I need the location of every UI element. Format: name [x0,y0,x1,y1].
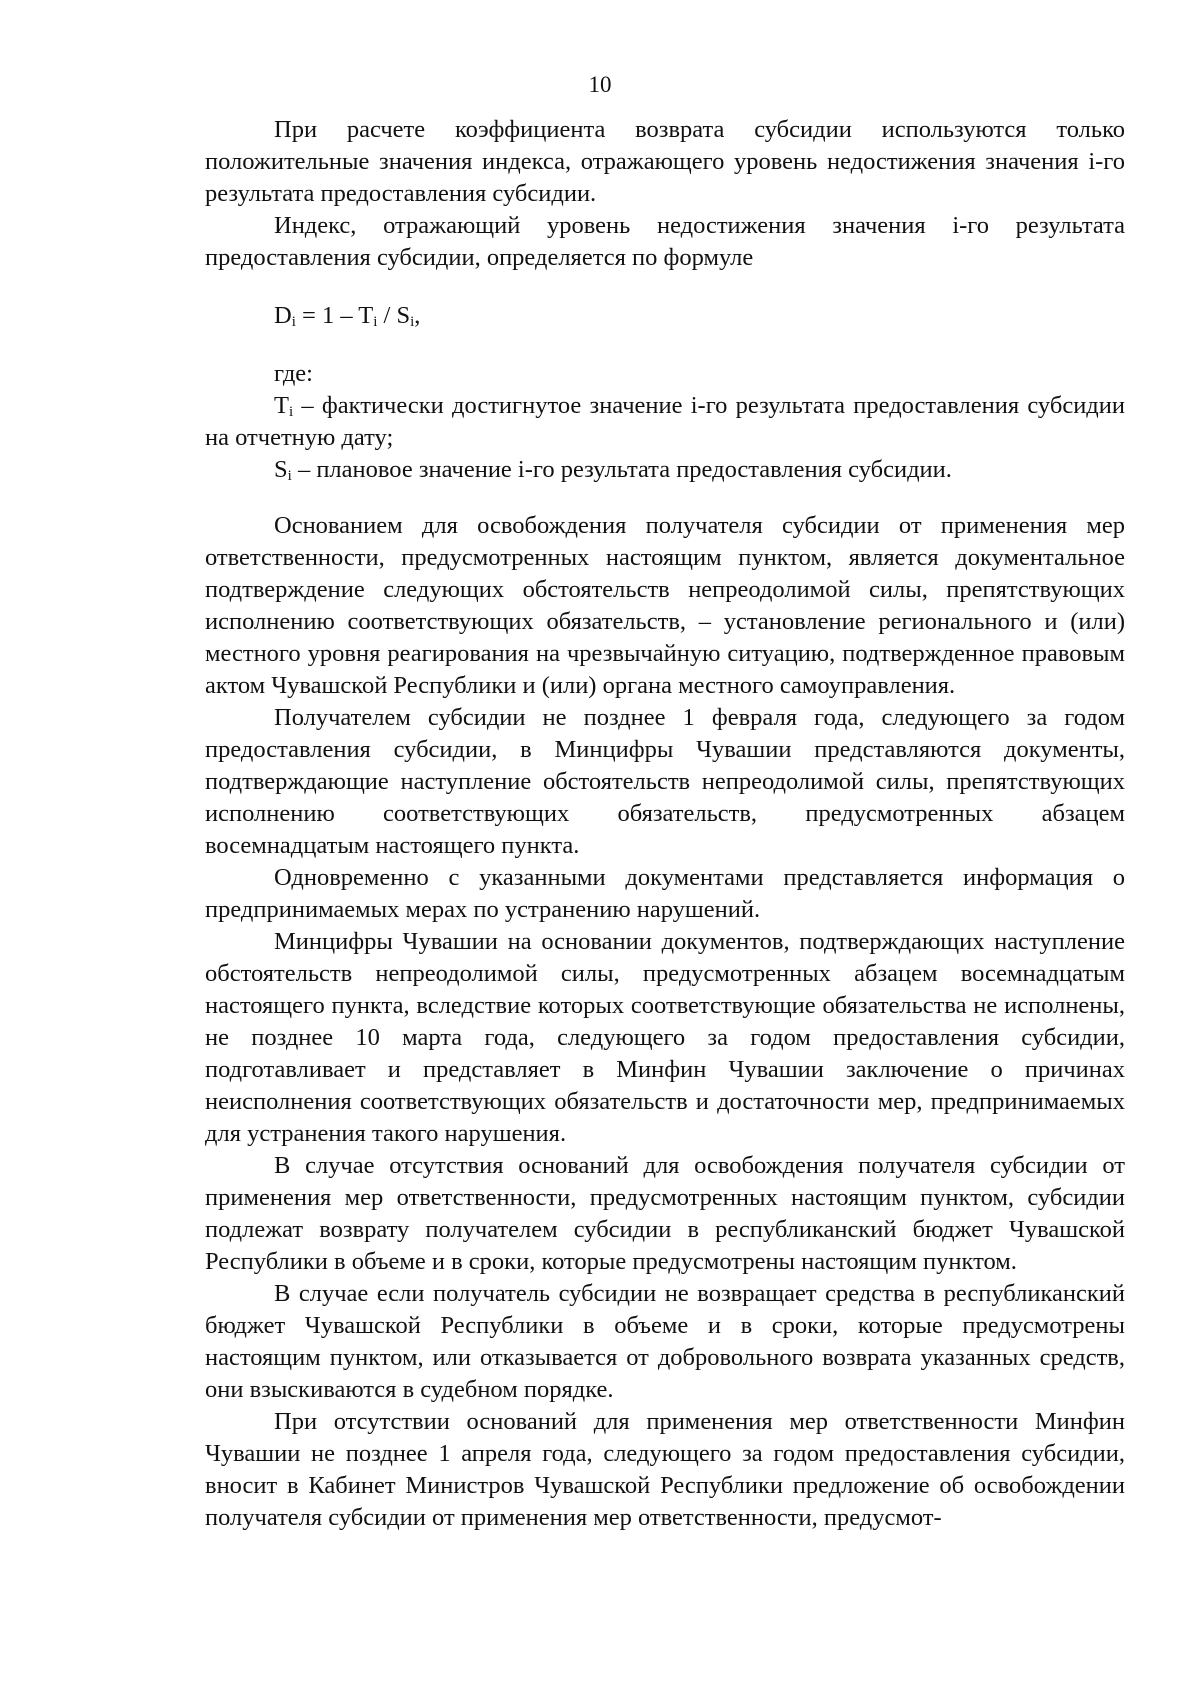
symbol-sub: i [287,468,292,484]
formula-part: = 1 – T [295,302,374,329]
paragraph-exemption: При отсутствии оснований для применения мер ответственности Минфин Чувашии не позднее 1 апреля года, следующего за годом предоставления субсидии, вносит в Кабинет Министров Чувашской Республики предложение об освобождении получателя субсидии от применения мер ответственности, предусмот- [205,1408,1125,1531]
symbol-sub: i [288,404,294,420]
formula-sub: i [373,314,378,330]
document-body [205,114,1125,1534]
paragraph-index-definition: Индекс, отражающий уровень недостижения значения i-го результата предоставления субсидии, определяется по формуле [205,212,1125,271]
formula-part: / S [377,302,411,329]
paragraph-gap [205,486,1125,510]
symbol-t: T [274,392,289,419]
symbol-s: S [274,456,288,483]
paragraph-conclusion: Минцифры Чувашии на основании документов, подтверждающих наступление обстоятельств непреодолимой силы, предусмотренных абзацем восемнадцатым настоящего пункта, вследствие которых соответствующие обязательства не исполнены, не позднее 10 марта года, следующего за годом предоставления субсидии, подготавливает и представляет в Минфин Чувашии заключение о причинах неисполнения соответствующих обязательств и достаточности мер, предпринимаемых для устранения такого нарушения. [205,928,1125,1147]
formula-part: D [274,302,292,329]
formula-part: , [414,302,421,329]
definition-text: – фактически достигнутое значение i-го результата предоставления субсидии на отчетную дату; [205,392,1125,451]
paragraph-court: В случае если получатель субсидии не возвращает средства в республиканский бюджет Чувашской Республики в объеме и в сроки, которые предусмотрены настоящим пунктом, или отказывается от добровольного возврата указанных средств, они взыскиваются в судебном порядке. [205,1280,1125,1403]
definition-text: – плановое значение i-го результата предоставления субсидии. [291,456,952,483]
definition-s [205,454,1125,486]
paragraph-documents-deadline: Получателем субсидии не позднее 1 февраля года, следующего за годом предоставления субсидии, в Минцифры Чувашии представляются документы, подтверждающие наступление обстоятельств непреодолимой силы, препятствующих исполнению соответствующих обязательств, предусмотренных абзацем восемнадцатым настоящего пункта. [205,704,1125,859]
paragraph-coefficient-note: При расчете коэффициента возврата субсидии используются только положительные значения индекса, отражающего уровень недостижения значения i-го результата предоставления субсидии. [205,116,1125,207]
definition-t [205,390,1125,454]
where-label: где: [274,360,313,387]
paragraph-force-majeure: Основанием для освобождения получателя субсидии от применения мер ответственности, предусмотренных настоящим пунктом, является документальное подтверждение следующих обстоятельств непреодолимой силы, препятствующих исполнению соответствующих обязательств, – установление регионального и (или) местного уровня реагирования на чрезвычайную ситуацию, подтвержденное правовым актом Чувашской Республики и (или) органа местного самоуправления. [205,512,1125,699]
formula-sub: i [410,314,415,330]
formula-sub: i [291,314,296,330]
paragraph-refund: В случае отсутствия оснований для освобождения получателя субсидии от применения мер ответственности, предусмотренных настоящим пунктом, субсидии подлежат возврату получателем субсидии в республиканский бюджет Чувашской Республики в объеме и в сроки, которые предусмотрены настоящим пунктом. [205,1152,1125,1275]
page-number: 10 [588,72,612,97]
formula-di [205,300,1125,332]
paragraph-measures-info: Одновременно с указанными документами представляется информация о предпринимаемых мерах по устранению нарушений. [205,864,1125,923]
